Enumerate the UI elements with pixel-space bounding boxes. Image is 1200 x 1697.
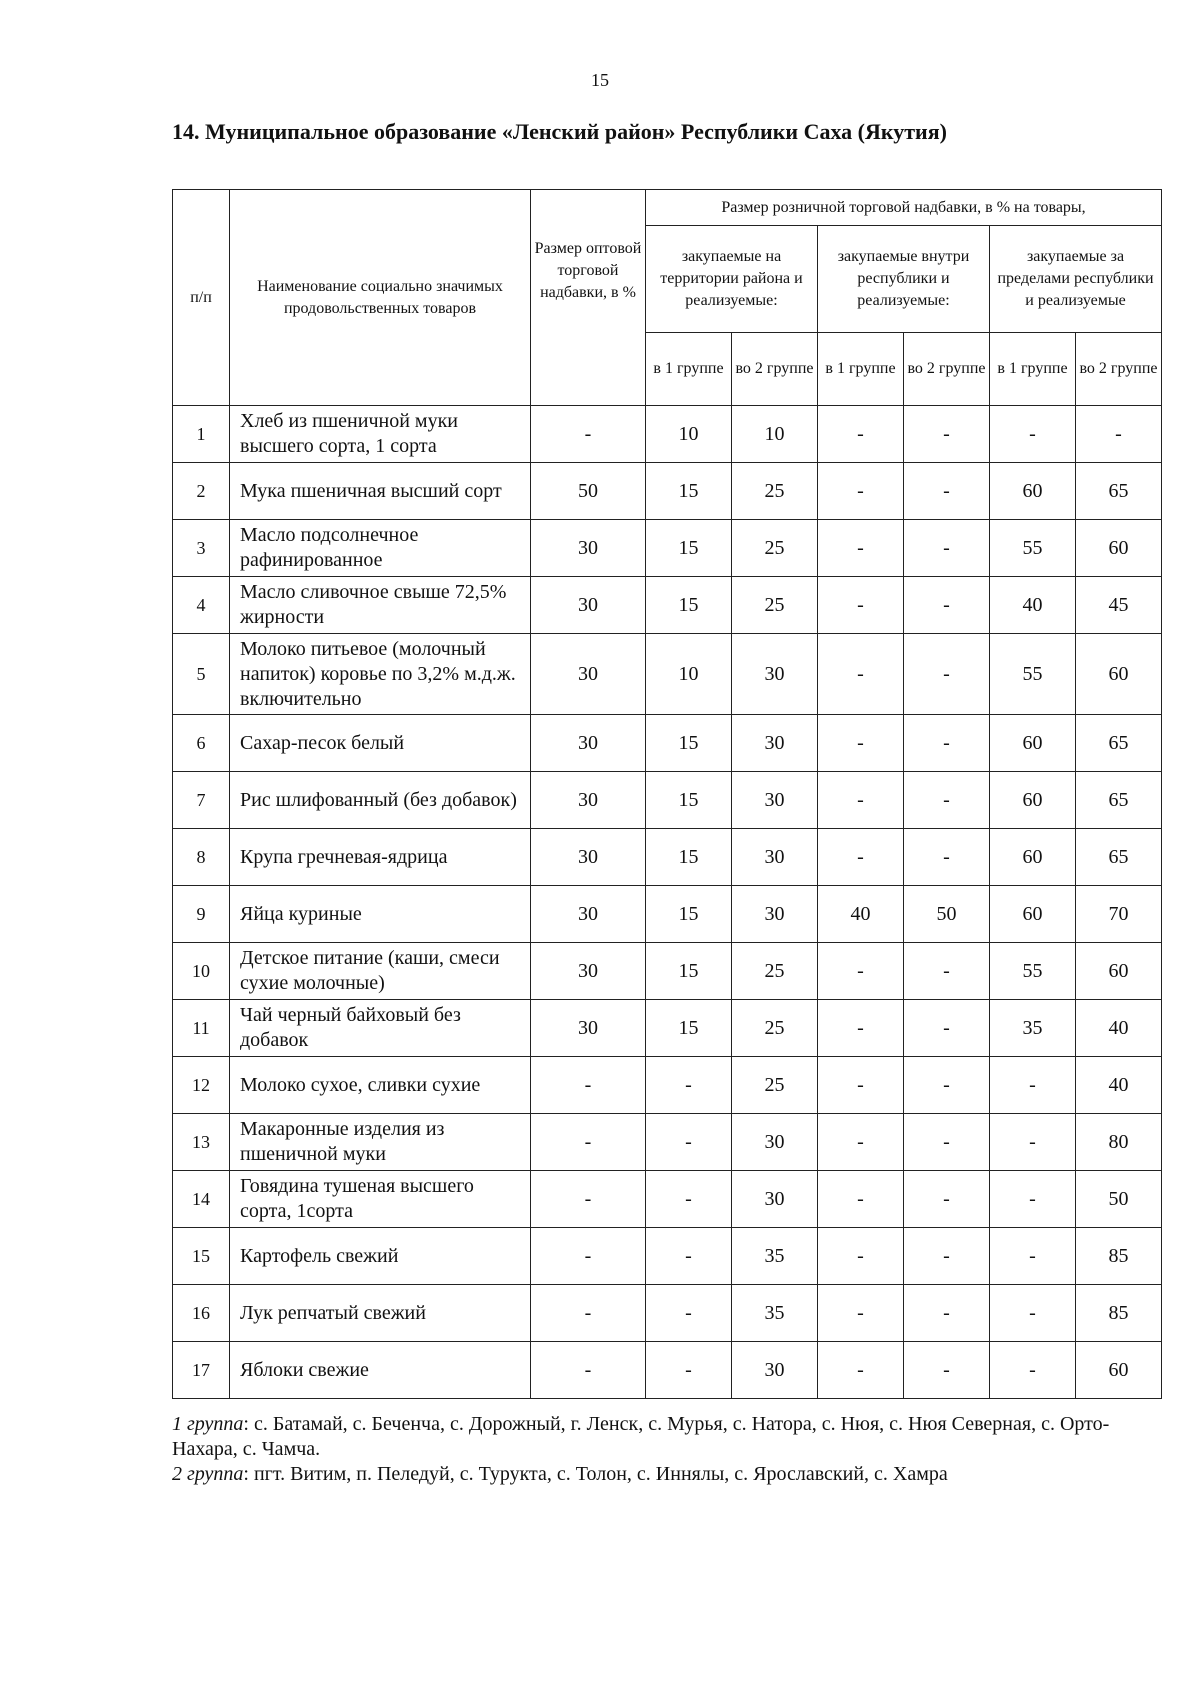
retail-markup-cell: -	[818, 1228, 904, 1285]
table-row	[173, 634, 1162, 715]
retail-markup-cell: 50	[1076, 1171, 1162, 1228]
wholesale-markup-cell: -	[531, 1285, 646, 1342]
footnote-label: 2 группа	[172, 1463, 244, 1485]
product-name: Мука пшеничная высший сорт	[230, 463, 531, 520]
retail-markup-cell: 25	[732, 520, 818, 577]
product-name: Картофель свежий	[230, 1228, 531, 1285]
row-number: 6	[173, 715, 230, 772]
row-number: 3	[173, 520, 230, 577]
retail-markup-cell: -	[904, 1285, 990, 1342]
retail-markup-cell: 55	[990, 634, 1076, 715]
retail-markup-cell: -	[646, 1057, 732, 1114]
row-number: 1	[173, 406, 230, 463]
product-name: Молоко питьевое (молочный напиток) коровье по 3,2% м.д.ж. включительно	[230, 634, 531, 715]
header-group-outside: закупаемые за пределами республики и реализуемые	[990, 226, 1162, 333]
retail-markup-cell: 15	[646, 943, 732, 1000]
retail-markup-cell: -	[990, 1057, 1076, 1114]
retail-markup-cell: 65	[1076, 829, 1162, 886]
row-number: 12	[173, 1057, 230, 1114]
retail-markup-cell: 30	[732, 1342, 818, 1399]
retail-markup-cell: 60	[990, 772, 1076, 829]
header-name: Наименование социально значимых продовольственных товаров	[230, 190, 531, 406]
retail-markup-cell: 35	[732, 1285, 818, 1342]
header-group-republic: закупаемые внутри республики и реализуемые:	[818, 226, 990, 333]
retail-markup-cell: 65	[1076, 463, 1162, 520]
retail-markup-cell: 55	[990, 520, 1076, 577]
retail-markup-cell: 60	[990, 715, 1076, 772]
retail-markup-cell: -	[818, 634, 904, 715]
retail-markup-cell: 30	[732, 1171, 818, 1228]
retail-markup-cell: -	[818, 1114, 904, 1171]
retail-markup-cell: 25	[732, 1000, 818, 1057]
retail-markup-cell: -	[646, 1228, 732, 1285]
product-name: Лук репчатый свежий	[230, 1285, 531, 1342]
header-sub: во 2 группе	[1076, 333, 1162, 406]
retail-markup-cell: 30	[732, 829, 818, 886]
retail-markup-cell: 60	[1076, 634, 1162, 715]
retail-markup-cell: -	[818, 463, 904, 520]
row-number: 2	[173, 463, 230, 520]
retail-markup-cell: -	[818, 1000, 904, 1057]
page-number: 15	[591, 70, 609, 90]
retail-markup-cell: 40	[1076, 1000, 1162, 1057]
header-sub: во 2 группе	[732, 333, 818, 406]
product-name: Масло сливочное свыше 72,5% жирности	[230, 577, 531, 634]
retail-markup-cell: 60	[990, 886, 1076, 943]
retail-markup-cell: 10	[646, 406, 732, 463]
header-wholesale: Размер оптовой торговой надбавки, в %	[531, 190, 646, 406]
row-number: 15	[173, 1228, 230, 1285]
wholesale-markup-cell: -	[531, 1228, 646, 1285]
markup-table	[172, 189, 1162, 1399]
footnote-label: 1 группа	[172, 1413, 244, 1435]
retail-markup-cell: 70	[1076, 886, 1162, 943]
table-row	[173, 829, 1162, 886]
retail-markup-cell: 85	[1076, 1228, 1162, 1285]
table-row	[173, 1057, 1162, 1114]
table-row	[173, 943, 1162, 1000]
row-number: 13	[173, 1114, 230, 1171]
header-num: п/п	[173, 190, 230, 406]
product-name: Говядина тушеная высшего сорта, 1сорта	[230, 1171, 531, 1228]
header-sub: в 1 группе	[990, 333, 1076, 406]
retail-markup-cell: 35	[990, 1000, 1076, 1057]
retail-markup-cell: -	[818, 1342, 904, 1399]
wholesale-markup-cell: 30	[531, 634, 646, 715]
product-name: Яйца куриные	[230, 886, 531, 943]
retail-markup-cell: 25	[732, 463, 818, 520]
retail-markup-cell: 50	[904, 886, 990, 943]
retail-markup-cell: 15	[646, 577, 732, 634]
retail-markup-cell: 10	[732, 406, 818, 463]
header-sub: в 1 группе	[646, 333, 732, 406]
retail-markup-cell: -	[904, 406, 990, 463]
footnote-group-1	[172, 1412, 1162, 1462]
document-title: 14. Муниципальное образование «Ленский район» Республики Саха (Якутия)	[172, 119, 947, 144]
retail-markup-cell: -	[904, 1114, 990, 1171]
retail-markup-cell: -	[990, 1228, 1076, 1285]
retail-markup-cell: -	[904, 1171, 990, 1228]
wholesale-markup-cell: -	[531, 406, 646, 463]
wholesale-markup-cell: -	[531, 1342, 646, 1399]
table-row	[173, 1342, 1162, 1399]
retail-markup-cell: -	[646, 1171, 732, 1228]
table-row	[173, 772, 1162, 829]
retail-markup-cell: -	[904, 829, 990, 886]
table-row	[173, 715, 1162, 772]
table-row	[173, 406, 1162, 463]
retail-markup-cell: -	[646, 1114, 732, 1171]
retail-markup-cell: -	[904, 1057, 990, 1114]
retail-markup-cell: 45	[1076, 577, 1162, 634]
footnote-text: : пгт. Витим, п. Пеледуй, с. Турукта, с. Толон, с. Иннялы, с. Ярославский, с. Хамра	[243, 1463, 948, 1485]
row-number: 9	[173, 886, 230, 943]
product-name: Крупа гречневая-ядрица	[230, 829, 531, 886]
retail-markup-cell: 60	[990, 829, 1076, 886]
wholesale-markup-cell: -	[531, 1114, 646, 1171]
retail-markup-cell: 40	[990, 577, 1076, 634]
row-number: 10	[173, 943, 230, 1000]
product-name: Чай черный байховый без добавок	[230, 1000, 531, 1057]
row-number: 4	[173, 577, 230, 634]
wholesale-markup-cell: 30	[531, 1000, 646, 1057]
table-row	[173, 1228, 1162, 1285]
retail-markup-cell: -	[818, 943, 904, 1000]
retail-markup-cell: 60	[1076, 520, 1162, 577]
retail-markup-cell: -	[818, 772, 904, 829]
row-number: 17	[173, 1342, 230, 1399]
retail-markup-cell: 65	[1076, 772, 1162, 829]
wholesale-markup-cell: -	[531, 1171, 646, 1228]
footnote-group-2	[172, 1462, 1162, 1487]
retail-markup-cell: 15	[646, 463, 732, 520]
header-retail: Размер розничной торговой надбавки, в % на товары,	[646, 190, 1162, 226]
retail-markup-cell: 15	[646, 520, 732, 577]
retail-markup-cell: 15	[646, 715, 732, 772]
wholesale-markup-cell: 30	[531, 772, 646, 829]
retail-markup-cell: 30	[732, 772, 818, 829]
footnote-text: : с. Батамай, с. Беченча, с. Дорожный, г. Ленск, с. Мурья, с. Натора, с. Нюя, с. Нюя Северная, с. Орто-Нахара, с. Чамча.	[172, 1413, 1110, 1460]
retail-markup-cell: 10	[646, 634, 732, 715]
wholesale-markup-cell: 30	[531, 577, 646, 634]
retail-markup-cell: -	[646, 1342, 732, 1399]
retail-markup-cell: -	[904, 772, 990, 829]
table-row	[173, 520, 1162, 577]
row-number: 11	[173, 1000, 230, 1057]
header-sub: в 1 группе	[818, 333, 904, 406]
product-name: Масло подсолнечное рафинированное	[230, 520, 531, 577]
table-row	[173, 1285, 1162, 1342]
product-name: Детское питание (каши, смеси сухие молочные)	[230, 943, 531, 1000]
retail-markup-cell: 25	[732, 1057, 818, 1114]
retail-markup-cell: 65	[1076, 715, 1162, 772]
retail-markup-cell: -	[818, 715, 904, 772]
table-row	[173, 577, 1162, 634]
wholesale-markup-cell: -	[531, 1057, 646, 1114]
row-number: 7	[173, 772, 230, 829]
retail-markup-cell: -	[904, 1342, 990, 1399]
retail-markup-cell: -	[818, 1171, 904, 1228]
product-name: Рис шлифованный (без добавок)	[230, 772, 531, 829]
retail-markup-cell: -	[1076, 406, 1162, 463]
retail-markup-cell: 80	[1076, 1114, 1162, 1171]
retail-markup-cell: -	[904, 577, 990, 634]
row-number: 8	[173, 829, 230, 886]
retail-markup-cell: -	[904, 520, 990, 577]
wholesale-markup-cell: 30	[531, 520, 646, 577]
retail-markup-cell: -	[904, 1228, 990, 1285]
retail-markup-cell: -	[990, 1342, 1076, 1399]
retail-markup-cell: -	[990, 1285, 1076, 1342]
retail-markup-cell: 25	[732, 943, 818, 1000]
retail-markup-cell: -	[818, 577, 904, 634]
retail-markup-cell: 35	[732, 1228, 818, 1285]
retail-markup-cell: -	[904, 1000, 990, 1057]
retail-markup-cell: 30	[732, 634, 818, 715]
retail-markup-cell: 40	[1076, 1057, 1162, 1114]
retail-markup-cell: 85	[1076, 1285, 1162, 1342]
retail-markup-cell: -	[818, 1057, 904, 1114]
wholesale-markup-cell: 50	[531, 463, 646, 520]
wholesale-markup-cell: 30	[531, 943, 646, 1000]
retail-markup-cell: -	[818, 406, 904, 463]
header-sub: во 2 группе	[904, 333, 990, 406]
retail-markup-cell: 60	[1076, 1342, 1162, 1399]
product-name: Макаронные изделия из пшеничной муки	[230, 1114, 531, 1171]
product-name: Хлеб из пшеничной муки высшего сорта, 1 сорта	[230, 406, 531, 463]
retail-markup-cell: 30	[732, 1114, 818, 1171]
retail-markup-cell: -	[990, 406, 1076, 463]
wholesale-markup-cell: 30	[531, 715, 646, 772]
row-number: 16	[173, 1285, 230, 1342]
retail-markup-cell: -	[646, 1285, 732, 1342]
retail-markup-cell: 55	[990, 943, 1076, 1000]
retail-markup-cell: 15	[646, 829, 732, 886]
retail-markup-cell: -	[904, 463, 990, 520]
retail-markup-cell: 40	[818, 886, 904, 943]
retail-markup-cell: 25	[732, 577, 818, 634]
retail-markup-cell: -	[904, 943, 990, 1000]
retail-markup-cell: -	[904, 715, 990, 772]
table-row	[173, 886, 1162, 943]
table-row	[173, 1114, 1162, 1171]
retail-markup-cell: -	[818, 520, 904, 577]
table-row	[173, 1000, 1162, 1057]
retail-markup-cell: -	[990, 1114, 1076, 1171]
retail-markup-cell: 15	[646, 1000, 732, 1057]
retail-markup-cell: 15	[646, 886, 732, 943]
product-name: Молоко сухое, сливки сухие	[230, 1057, 531, 1114]
row-number: 14	[173, 1171, 230, 1228]
wholesale-markup-cell: 30	[531, 886, 646, 943]
table-row	[173, 1171, 1162, 1228]
header-group-local: закупаемые на территории района и реализуемые:	[646, 226, 818, 333]
retail-markup-cell: -	[990, 1171, 1076, 1228]
product-name: Яблоки свежие	[230, 1342, 531, 1399]
wholesale-markup-cell: 30	[531, 829, 646, 886]
table-row	[173, 463, 1162, 520]
footnotes	[172, 1412, 1162, 1487]
row-number: 5	[173, 634, 230, 715]
retail-markup-cell: 60	[1076, 943, 1162, 1000]
retail-markup-cell: 30	[732, 886, 818, 943]
retail-markup-cell: 30	[732, 715, 818, 772]
retail-markup-cell: -	[818, 1285, 904, 1342]
product-name: Сахар-песок белый	[230, 715, 531, 772]
retail-markup-cell: 60	[990, 463, 1076, 520]
retail-markup-cell: -	[818, 829, 904, 886]
retail-markup-cell: 15	[646, 772, 732, 829]
retail-markup-cell: -	[904, 634, 990, 715]
